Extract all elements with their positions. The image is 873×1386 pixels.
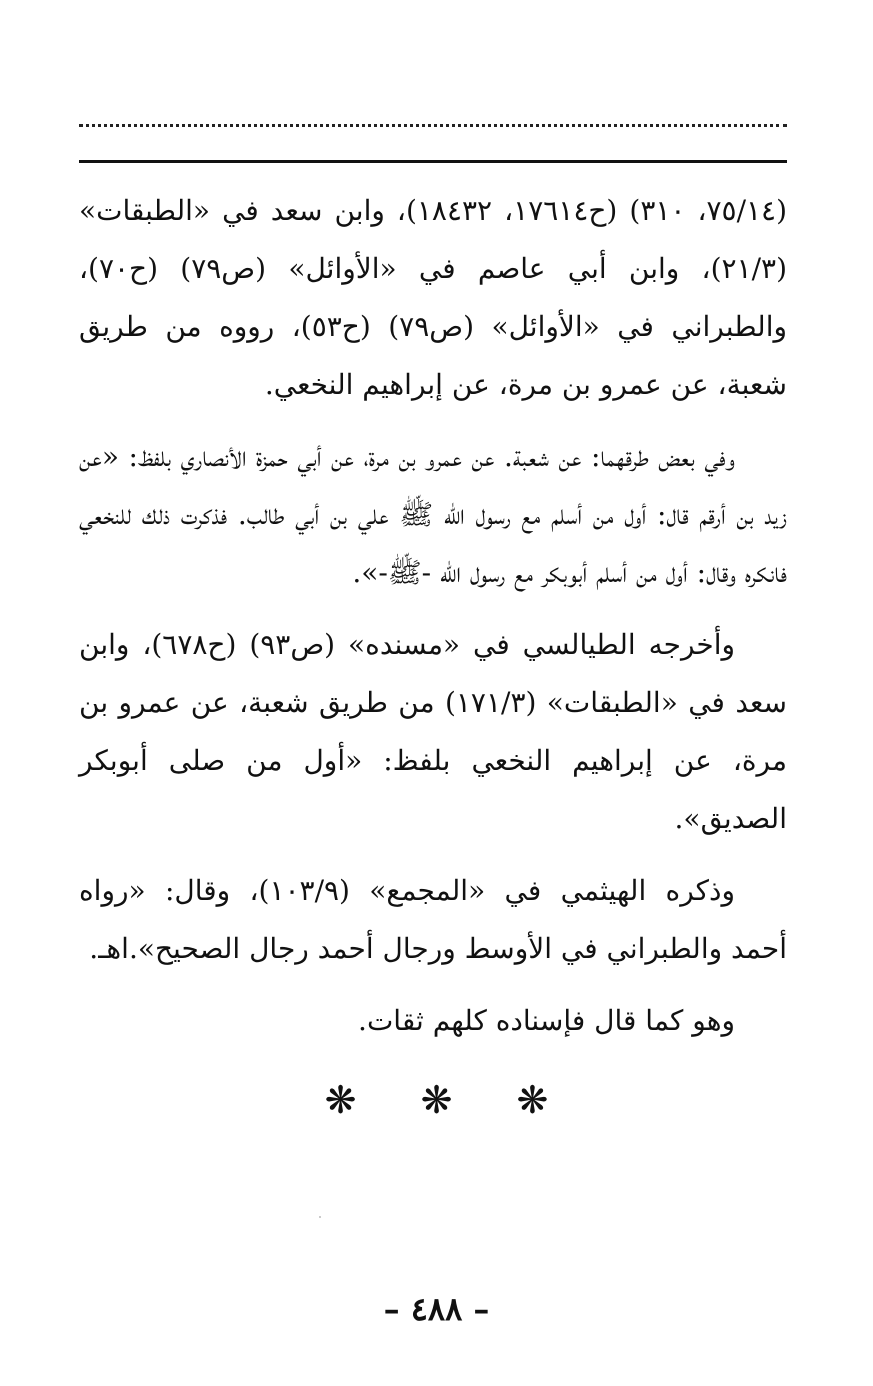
footnote-paragraph-1: (٧٥/١٤، ٣١٠) (ح١٧٦١٤، ١٨٤٣٢)، وابن سعد في «الطبقات» (٢١/٣)، وابن أبي عاصم في «الأوائل» (ص٧٩) (ح٧٠)، والطبراني في «الأوائل» (ص٧٩) (ح٥٣)، رووه من طريق شعبة، عن عمرو بن مرة، عن إبراهيم النخعي.: [79, 194, 788, 401]
dotted-separator-line: [79, 124, 787, 127]
footnote-paragraph-5: وهو كما قال فإسناده كلهم ثقات.: [358, 1004, 735, 1037]
scan-speck: [319, 1216, 321, 1218]
section-separator-stars: [0, 1078, 873, 1122]
footnote-divider-line: [79, 160, 787, 163]
footnote-paragraph-2: وفي بعض طرقهما: عن شعبة. عن عمرو بن مرة، عن أبي حمزة الأنصاري بلفظ: «عن زيد بن أرقم قال: أول من أسلم مع رسول اللّه ﷺ علي بن أبي طالب. فذكرت ذلك للنخعي فانكره وقال: أول من أسلم أبوبكر مع رسول اللّه -ﷺ-».: [79, 440, 788, 589]
footnote-paragraph-3: وأخرجه الطيالسي في «مسنده» (ص٩٣) (ح٦٧٨)، وابن سعد في «الطبقات» (١٧١/٣) من طريق شعبة، عن عمرو بن مرة، عن إبراهيم النخعي بلفظ: «أول من صلى أبوبكر الصديق».: [79, 628, 787, 835]
star-icon: ❋: [516, 1078, 549, 1122]
star-icon: ❋: [324, 1078, 357, 1122]
footnote-paragraph-4: وذكره الهيثمي في «المجمع» (١٠٣/٩)، وقال: «رواه أحمد والطبراني في الأوسط ورجال أحمد رجال الصحيح».اهـ.: [79, 874, 787, 965]
star-icon: ❋: [420, 1078, 453, 1122]
footnote-body: [79, 182, 787, 1050]
page-number: – ٤٨٨ –: [383, 1290, 490, 1328]
